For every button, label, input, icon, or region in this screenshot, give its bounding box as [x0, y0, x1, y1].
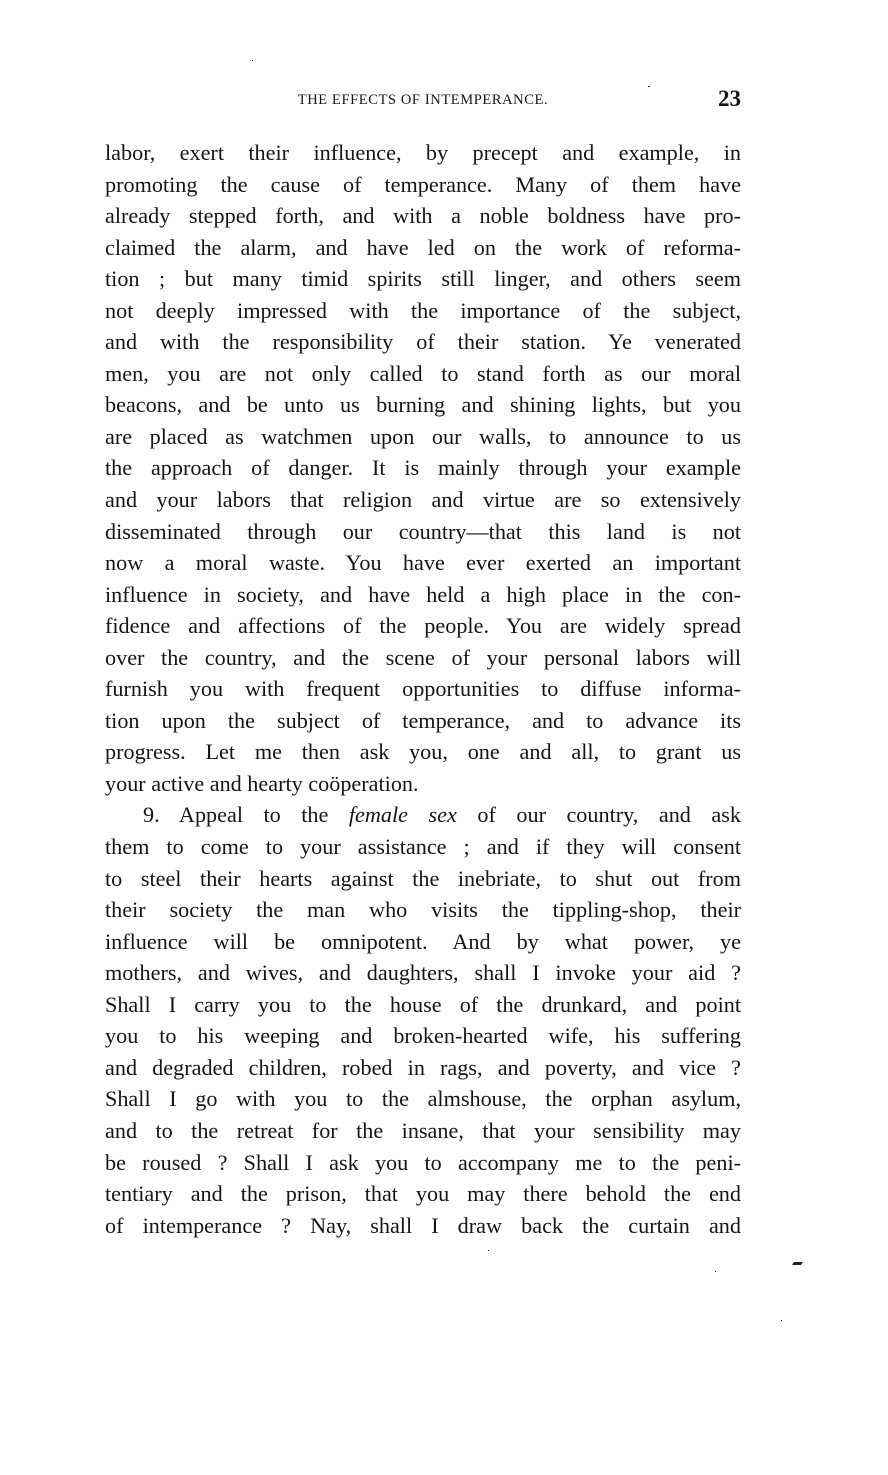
text-line: of intemperance ? Nay, shall I draw back the curtain and: [105, 1212, 741, 1238]
text-line: furnish you with frequent opportunities to diffuse informa-: [105, 676, 741, 702]
scan-speck: [488, 1250, 489, 1251]
scan-speck: [781, 1320, 782, 1321]
text-line: progress. Let me then ask you, one and all, to grant us: [105, 739, 741, 765]
text-line: influence will be omnipotent. And by what power, ye: [105, 928, 741, 954]
text-line: promoting the cause of temperance. Many of them have: [105, 171, 741, 197]
text-line: them to come to your assistance ; and if they will consent: [105, 834, 741, 860]
text-line: and to the retreat for the insane, that your sensibility may: [105, 1117, 741, 1143]
italic-phrase: female sex: [348, 802, 457, 828]
text-line: labor, exert their influence, by precept and example, in: [105, 140, 741, 165]
text-line: be roused ? Shall I ask you to accompany me to the peni-: [105, 1149, 741, 1175]
scan-speck: [715, 1271, 716, 1272]
text-line: influence in society, and have held a high place in the con-: [105, 581, 741, 607]
text-line: are placed as watchmen upon our walls, to announce to us: [105, 423, 741, 449]
text-line: fidence and affections of the people. You are widely spread: [105, 613, 741, 639]
text-line: Shall I carry you to the house of the drunkard, and point: [105, 991, 741, 1017]
text-line: claimed the alarm, and have led on the work of reforma-: [105, 234, 741, 260]
text-line: tion upon the subject of temperance, and to advance its: [105, 707, 741, 733]
text-run: 9. Appeal to the: [143, 802, 349, 828]
running-title: THE EFFECTS OF INTEMPERANCE.: [297, 92, 549, 108]
text-line: not deeply impressed with the importance of the subject,: [105, 297, 741, 323]
text-line: and degraded children, robed in rags, and poverty, and vice ?: [105, 1054, 741, 1080]
text-line: beacons, and be unto us burning and shining lights, but you: [105, 392, 741, 418]
text-line: already stepped forth, and with a noble boldness have pro-: [105, 203, 741, 229]
text-line: mothers, and wives, and daughters, shall I invoke your aid ?: [105, 960, 741, 986]
scan-speck: [648, 86, 650, 87]
text-line: your active and hearty coöperation.: [105, 770, 419, 796]
running-head: [105, 86, 741, 116]
text-line: to steel their hearts against the inebriate, to shut out from: [105, 865, 741, 891]
text-line: the approach of danger. It is mainly through your example: [105, 455, 741, 481]
text-run: of our country, and ask: [456, 802, 741, 828]
text-line: their society the man who visits the tippling-shop, their: [105, 897, 741, 923]
text-line: and with the responsibility of their station. Ye venerated: [105, 329, 741, 355]
text-line: disseminated through our country—that this land is not: [105, 518, 741, 544]
text-line: now a moral waste. You have ever exerted an important: [105, 550, 741, 576]
text-line: men, you are not only called to stand forth as our moral: [105, 360, 741, 386]
text-line: and your labors that religion and virtue are so extensively: [105, 487, 741, 513]
text-line: tion ; but many timid spirits still linger, and others seem: [105, 266, 741, 292]
scan-speck: [252, 60, 253, 61]
paragraph-continued: [105, 137, 741, 799]
paragraph-9: [105, 799, 741, 1241]
text-line: you to his weeping and broken-hearted wife, his suffering: [105, 1023, 741, 1049]
text-line: tentiary and the prison, that you may there behold the end: [105, 1181, 741, 1207]
text-line: Shall I go with you to the almshouse, the orphan asylum,: [105, 1086, 741, 1112]
text-line-first: [105, 799, 741, 831]
text-line: over the country, and the scene of your personal labors will: [105, 644, 741, 670]
page-number: 23: [718, 86, 741, 111]
body-text: [105, 137, 741, 1241]
scan-speck: [792, 1262, 803, 1265]
